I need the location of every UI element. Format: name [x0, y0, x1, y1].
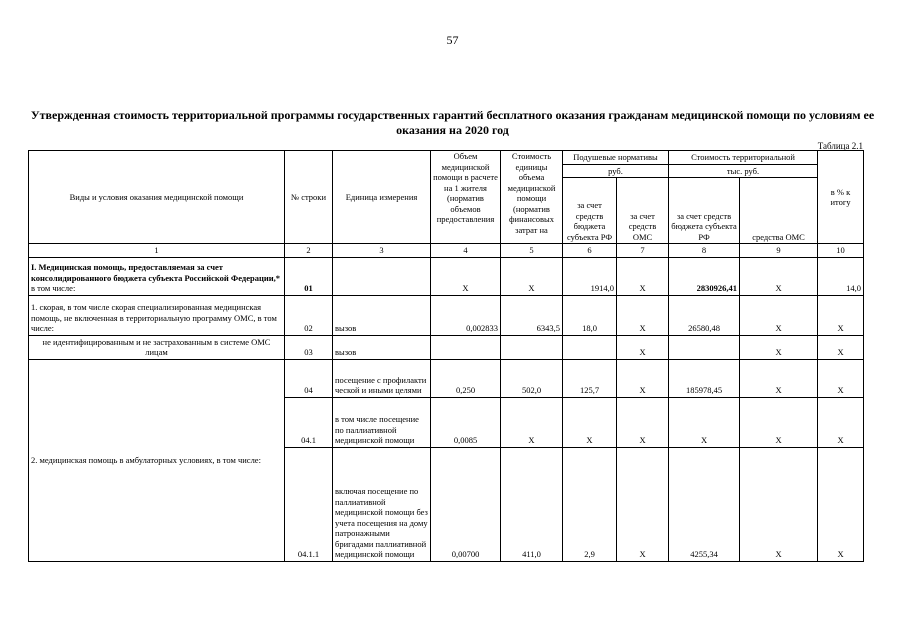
row-unit: вызов [333, 335, 431, 359]
row-volume [431, 335, 501, 359]
row-tc-budget [669, 335, 740, 359]
table-row [29, 257, 864, 295]
row-unit-cost [501, 335, 563, 359]
row-volume: 0,250 [431, 359, 501, 397]
header-row-number: № строки [285, 151, 333, 244]
row-percent: Х [818, 447, 864, 561]
row-pc-budget: 1914,0 [563, 257, 617, 295]
row-unit: в том числе посещение по паллиативной медицинской помощи [333, 397, 431, 447]
header-pc-oms: за счет средств ОМС [617, 178, 669, 244]
row-pc-budget [563, 335, 617, 359]
row-tc-oms: Х [740, 397, 818, 447]
row-volume: 0,002833 [431, 295, 501, 335]
row-tc-budget: 2830926,41 [669, 257, 740, 295]
table-row [29, 335, 864, 359]
row-tc-oms: Х [740, 295, 818, 335]
row-tc-budget: Х [669, 397, 740, 447]
row-name: не идентифицированным и не застрахованным в системе ОМС лицам [29, 335, 285, 359]
row-tc-oms: Х [740, 335, 818, 359]
row-number: 03 [285, 335, 333, 359]
header-territorial-cost: Стоимость территориальной [669, 151, 818, 165]
page-title: Утвержденная стоимость территориальной программы государственных гарантий бесплатного оказания гражданам медицинской помощи по условиям ее оказания на 2020 год [30, 108, 875, 137]
row-volume: 0,00700 [431, 447, 501, 561]
row-tc-oms: Х [740, 359, 818, 397]
header-territorial-cost-unit: тыс. руб. [669, 164, 818, 178]
col-number: 1 [29, 244, 285, 258]
row-name: 2. медицинская помощь в амбулаторных условиях, в том числе: [29, 359, 285, 561]
row-unit-cost: 502,0 [501, 359, 563, 397]
header-unit-cost: Стоимость единицы объема медицинской помощи (норматив финансовых затрат на [507, 151, 556, 235]
row-number: 02 [285, 295, 333, 335]
header-types: Виды и условия оказания медицинской помощи [29, 151, 285, 244]
row-pc-oms: Х [617, 335, 669, 359]
row-volume: 0,0085 [431, 397, 501, 447]
row-unit-cost: Х [501, 257, 563, 295]
row-number: 04.1 [285, 397, 333, 447]
table-row [29, 295, 864, 335]
row-pc-budget: 2,9 [563, 447, 617, 561]
table-row [29, 359, 864, 397]
row-pc-oms: Х [617, 257, 669, 295]
row-unit [333, 257, 431, 295]
row-tc-budget: 4255,34 [669, 447, 740, 561]
row-unit: включая посещение по паллиативной медицинской помощи без учета посещения на дому патронажными бригадами паллиативной медицинской помощи [333, 447, 431, 561]
row-tc-oms: Х [740, 447, 818, 561]
page-number: 57 [446, 33, 459, 47]
header-per-capita-unit: руб. [563, 164, 669, 178]
row-unit-cost: 6343,5 [501, 295, 563, 335]
row-unit-cost: 411,0 [501, 447, 563, 561]
row-pc-oms: Х [617, 359, 669, 397]
row-number: 04 [285, 359, 333, 397]
row-percent: Х [818, 359, 864, 397]
col-number: 3 [333, 244, 431, 258]
row-pc-budget: Х [563, 397, 617, 447]
row-number: 01 [285, 257, 333, 295]
col-number: 4 [431, 244, 501, 258]
row-pc-budget: 18,0 [563, 295, 617, 335]
row-pc-oms: Х [617, 447, 669, 561]
row-unit: вызов [333, 295, 431, 335]
row-unit: посещение с профилакти ческой и иными целями [333, 359, 431, 397]
row-percent: Х [818, 295, 864, 335]
row-tc-oms: Х [740, 257, 818, 295]
row-number: 04.1.1 [285, 447, 333, 561]
row-name: 1. скорая, в том числе скорая специализированная медицинская помощь, не включенная в территориальную программу ОМС, в том числе: [29, 295, 285, 335]
row-pc-budget: 125,7 [563, 359, 617, 397]
row-tc-budget: 26580,48 [669, 295, 740, 335]
col-number: 5 [501, 244, 563, 258]
row-pc-oms: Х [617, 295, 669, 335]
cost-table [28, 150, 864, 562]
header-tc-oms: средства ОМС [740, 178, 818, 244]
col-number: 8 [669, 244, 740, 258]
header-unit: Единица измерения [333, 151, 431, 244]
header-percent: в % к итогу [818, 151, 864, 244]
col-number: 9 [740, 244, 818, 258]
row-volume: Х [431, 257, 501, 295]
header-per-capita: Подушевые нормативы [563, 151, 669, 165]
col-number: 6 [563, 244, 617, 258]
row-percent: 14,0 [818, 257, 864, 295]
table-label: Таблица 2.1 [817, 141, 863, 151]
row-tc-budget: 185978,45 [669, 359, 740, 397]
row-percent: Х [818, 335, 864, 359]
col-number: 7 [617, 244, 669, 258]
col-number: 2 [285, 244, 333, 258]
row-unit-cost: Х [501, 397, 563, 447]
row-percent: Х [818, 397, 864, 447]
header-pc-budget: за счет средств бюджета субъекта РФ [563, 178, 617, 244]
row-name: I. Медицинская помощь, предоставляемая за счет консолидированного бюджета субъекта Российской Федерации,* в том числе: [29, 257, 285, 295]
header-volume: Объем медицинской помощи в расчете на 1 жителя (норматив объемов предоставления [433, 151, 498, 224]
col-number: 10 [818, 244, 864, 258]
header-tc-budget: за счет средств бюджета субъекта РФ [669, 178, 740, 244]
row-pc-oms: Х [617, 397, 669, 447]
